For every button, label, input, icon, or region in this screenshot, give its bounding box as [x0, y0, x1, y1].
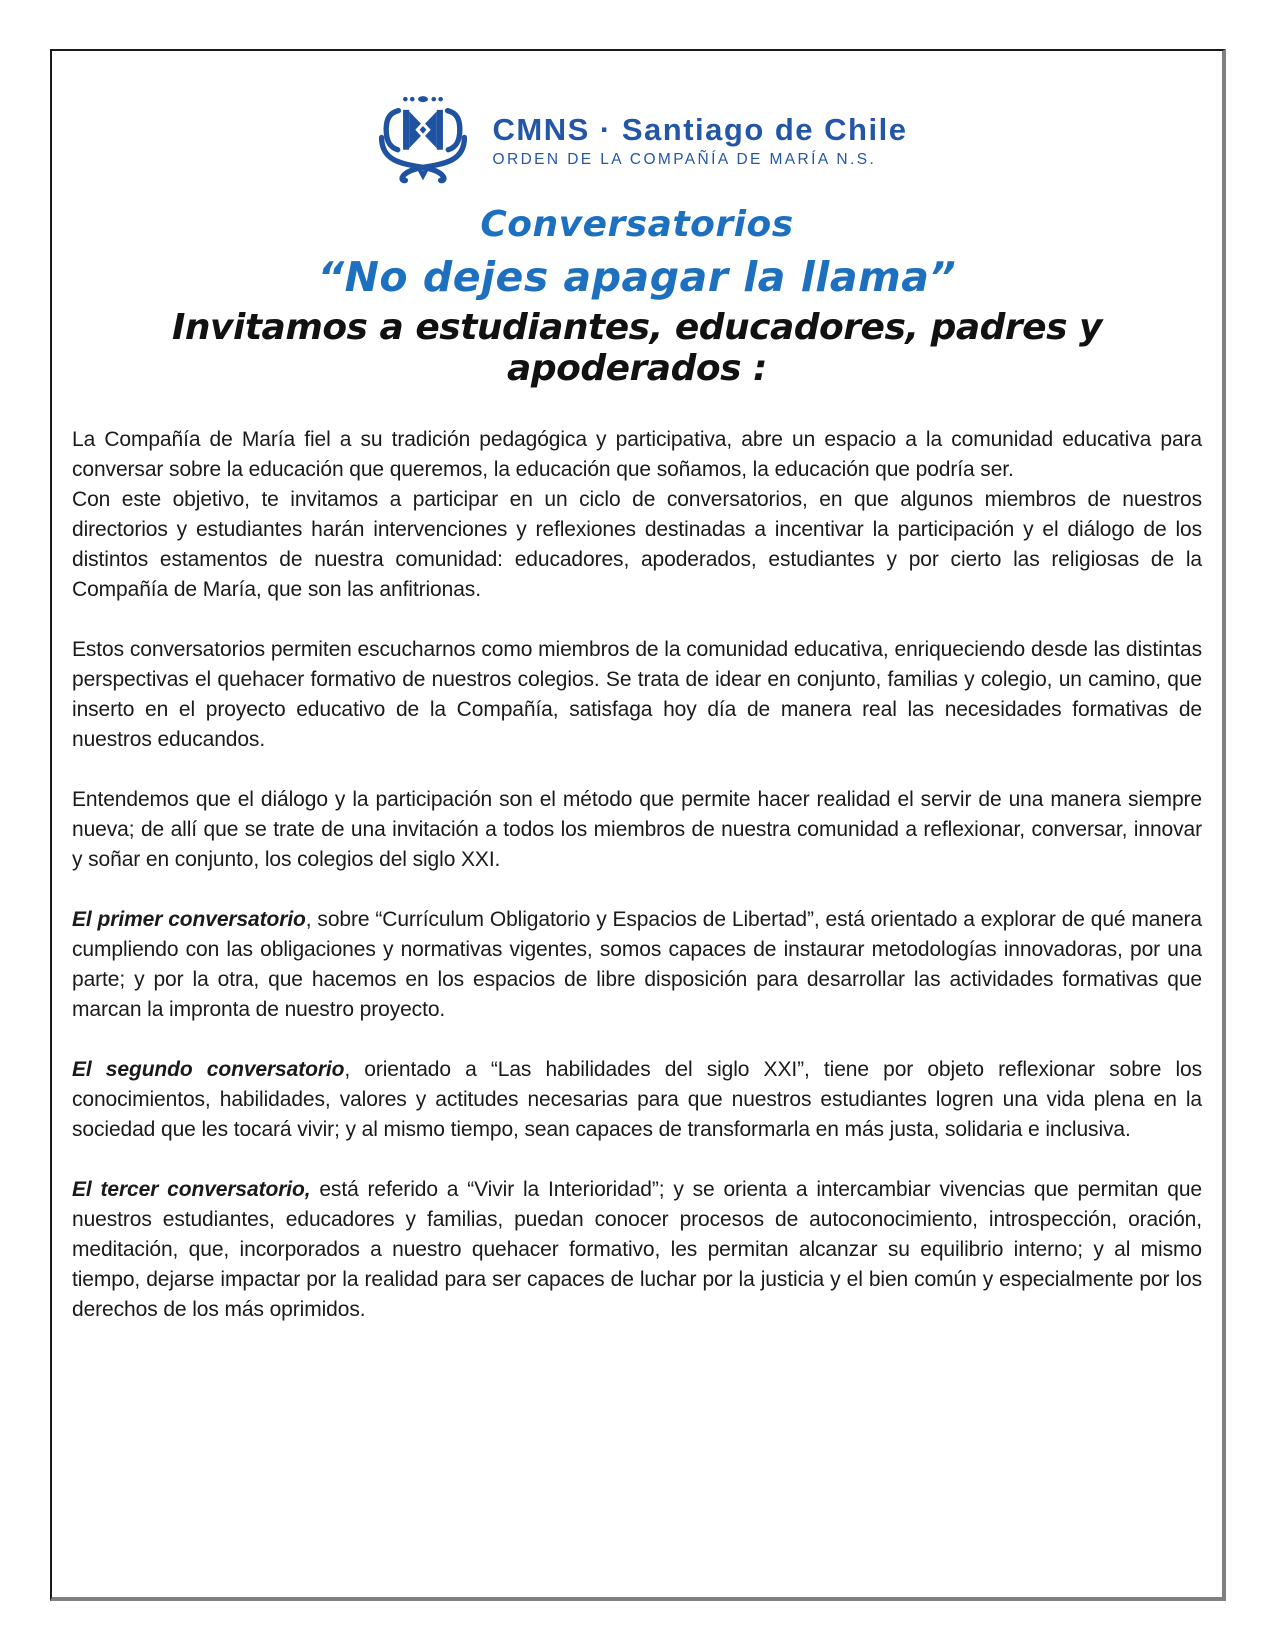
- organization-subtitle: ORDEN DE LA COMPAÑÍA DE MARÍA N.S.: [492, 150, 877, 168]
- body-paragraph: [72, 635, 1202, 755]
- body-paragraph: [72, 905, 1202, 1025]
- organization-name: CMNS · Santiago de Chile: [492, 112, 908, 148]
- paragraph-text: , orientado a “Las habilidades del siglo XXI”, tiene por objeto reflexionar sobre los conocimientos, habilidades, valores y actitudes necesarias para que nuestros estudiantes logren una vida plena en la sociedad que les tocará vivir; y al mismo tiempo, sean capaces de transformarla en más justa, solidaria e inclusiva.: [72, 1058, 1202, 1141]
- company-of-mary-emblem-icon: [367, 93, 479, 190]
- page-border-frame: [50, 49, 1226, 1601]
- motto-title: “No dejes apagar la llama”: [317, 253, 957, 301]
- paragraph-text: Con este objetivo, te invitamos a participar en un ciclo de conversatorios, en que algunos miembros de nuestros directorios y estudiantes harán intervenciones y reflexiones destinadas a incentivar la participación y el diálogo de los distintos estamentos de nuestra comunidad: educadores, apoderados, estudiantes y por cierto las religiosas de la Compañía de María, que son las anfitrionas.: [72, 488, 1202, 601]
- body-paragraph: [72, 485, 1202, 605]
- series-title: Conversatorios: [480, 204, 794, 245]
- header-logo: [72, 93, 1202, 190]
- paragraph-lead: El primer conversatorio: [72, 908, 306, 931]
- paragraph-text: La Compañía de María fiel a su tradición pedagógica y participativa, abre un espacio a la comunidad educativa para conversar sobre la educación que queremos, la educación que soñamos, la educación que podría ser.: [72, 428, 1202, 481]
- body-paragraph: [72, 785, 1202, 875]
- letter-body: [72, 425, 1202, 1325]
- paragraph-text: , sobre “Currículum Obligatorio y Espacios de Libertad”, está orientado a explorar de qué manera cumpliendo con las obligaciones y normativas vigentes, somos capaces de instaurar metodologías innovadoras, por una parte; y por la otra, que hacemos en los espacios de libre disposición para desarrollar las actividades formativas que marcan la impronta de nuestro proyecto.: [72, 908, 1203, 1021]
- logo-text-block: [493, 114, 908, 169]
- invitation-title: Invitamos a estudiantes, educadores, padres y apoderados :: [171, 307, 1103, 389]
- paragraph-text: Entendemos que el diálogo y la participación son el método que permite hacer realidad el servir de una manera siempre nueva; de allí que se trate de una invitación a todos los miembros de nuestra comunidad a reflexionar, conversar, innovar y soñar en conjunto, los colegios del siglo XXI.: [72, 788, 1202, 871]
- body-paragraph: [72, 425, 1202, 485]
- paragraph-lead: El tercer conversatorio,: [72, 1178, 311, 1201]
- paragraph-lead: El segundo conversatorio: [72, 1058, 345, 1081]
- body-paragraph: [72, 1175, 1202, 1325]
- paragraph-text: está referido a “Vivir la Interioridad”; y se orienta a intercambiar vivencias que permitan que nuestros estudiantes, educadores y familias, puedan conocer procesos de autoconocimiento, introspección, oración, meditación, que, incorporados a nuestro quehacer formativo, les permitan alcanzar su equilibrio interno; y al mismo tiempo, dejarse impactar por la realidad para ser capaces de luchar por la justicia y el bien común y especialmente por los derechos de los más oprimidos.: [72, 1178, 1202, 1321]
- body-paragraph: [72, 1055, 1202, 1145]
- paragraph-text: Estos conversatorios permiten escucharnos como miembros de la comunidad educativa, enriqueciendo desde las distintas perspectivas el quehacer formativo de nuestros colegios. Se trata de idear en conjunto, familias y colegio, un camino, que inserto en el proyecto educativo de la Compañía, satisfaga hoy día de manera real las necesidades formativas de nuestros educandos.: [72, 638, 1202, 751]
